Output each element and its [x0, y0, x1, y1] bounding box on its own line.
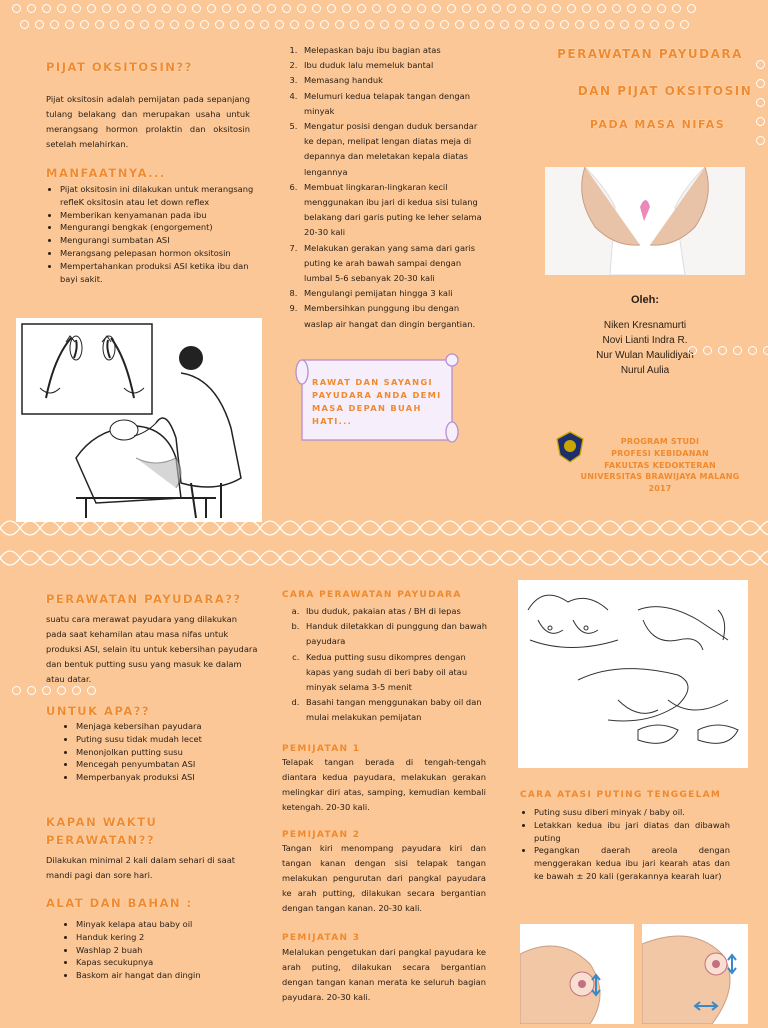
pemijatan-3-description: Melalukan pengetukan dari pangkal payudara ke arah puting, dilakukan secara bergantian dengan tangan kanan merata ke seluruh bagian payudara. 20-30 kali.	[282, 947, 486, 1002]
atasi-list	[520, 806, 730, 883]
list-item: • Menjaga kebersihan payudara	[76, 720, 252, 733]
institution-line: FAKULTAS KEDOKTERAN	[604, 460, 716, 470]
right-ornament-row	[688, 346, 768, 355]
list-item: • Washlap 2 buah	[76, 944, 252, 957]
list-item: • Letakkan kedua ibu jari diatas dan dibawah puting	[534, 819, 730, 845]
top-ornament-row	[12, 4, 696, 13]
author: Niken Kresnamurti	[603, 320, 687, 331]
manfaat-title: MANFAATNYA...	[46, 166, 166, 180]
alat-title: ALAT DAN BAHAN :	[46, 896, 193, 910]
page-fold-ornament	[0, 510, 768, 580]
list-item: 6. Membuat lingkaran-lingkaran kecil menggunakan ibu jari di kedua sisi tulang belakang dari garis puting ke leher selama 20-30 kali	[300, 180, 488, 241]
list-item: d. Basahi tangan menggunakan baby oil dan mulai melakukan pemijatan	[302, 695, 488, 725]
list-item: 7. Melakukan gerakan yang sama dari garis puting ke arah bawah sampai dengan lumbal 5-6 sebanyak 20-30 kali	[300, 241, 488, 287]
pijat-steps-list	[278, 43, 488, 332]
list-item: • Kapas secukupnya	[76, 956, 252, 969]
untuk-title: UNTUK APA??	[46, 704, 151, 718]
cover-photo	[545, 167, 745, 275]
list-item: 9. Membersihkan punggung ibu dengan waslap air hangat dan dingin bergantian.	[300, 301, 488, 331]
pemijatan-2-description: Tangan kiri menompang payudara kiri dan tangan kanan dengan sisi telapak tangan melakukan pengurutan dari pangkal payudara ke arah putting, dilakukan secara bergantian dengan tangan kanan. 20-30 kali.	[282, 843, 486, 913]
kapan-title-line2: PERAWATAN??	[46, 833, 156, 847]
list-item: • Mengurangi sumbatan ASI	[60, 234, 258, 247]
list-item: • Menonjolkan putting susu	[76, 746, 252, 759]
untuk-list	[62, 720, 252, 784]
cover-title-line2: DAN PIJAT OKSITOSIN	[577, 84, 753, 98]
institution-line: 2017	[648, 484, 672, 494]
pijat-oksitosin-illustration	[16, 318, 262, 522]
list-item: 8. Mengulangi pemijatan hingga 3 kali	[300, 286, 488, 301]
list-item: • Memperbanyak produksi ASI	[76, 771, 252, 784]
cara-list	[282, 604, 488, 726]
alat-list	[62, 918, 252, 982]
list-item: 5. Mengatur posisi dengan duduk bersandar ke depan, melipat lengan diatas meja di depannya dan meletakan kepala diatas lengannya	[300, 119, 488, 180]
pemijatan-1-title: PEMIJATAN 1	[282, 744, 361, 754]
author: Nurul Aulia	[620, 365, 670, 376]
list-item: • Handuk kering 2	[76, 931, 252, 944]
cara-title: CARA PERAWATAN PAYUDARA	[282, 590, 462, 600]
pijat-description: Pijat oksitosin adalah pemijatan pada sepanjang tulang belakang dan merupakan usaha untuk merangsang hormon prolaktin dan oksitosin setelah melahirkan.	[46, 94, 250, 149]
nipple-exercise-photo-2	[642, 924, 748, 1024]
institution-line: PROFESI KEBIDANAN	[611, 448, 709, 458]
perawatan-description: suatu cara merawat payudara yang dilakukan pada saat kehamilan atau masa nifas untuk produksi ASI, selain itu untuk kebersihan payudara dan bentuk putting susu yang masuk ke dalam atau datar.	[46, 614, 258, 684]
top-ornament-row-2	[20, 20, 689, 29]
atasi-title: CARA ATASI PUTING TENGGELAM	[520, 790, 722, 800]
pemijatan-2-title: PEMIJATAN 2	[282, 830, 361, 840]
list-item: • Baskom air hangat dan dingin	[76, 969, 252, 982]
breast-massage-illustration	[518, 580, 748, 768]
list-item: • Mencegah penyumbatan ASI	[76, 758, 252, 771]
pijat-title: PIJAT OKSITOSIN??	[46, 60, 193, 74]
list-item: • Memberikan kenyamanan pada ibu	[60, 209, 258, 222]
list-item: • Minyak kelapa atau baby oil	[76, 918, 252, 931]
list-item: • Mengurangi bengkak (engorgement)	[60, 221, 258, 234]
pemijatan-3-title: PEMIJATAN 3	[282, 933, 361, 943]
massage-back-icon	[16, 318, 262, 522]
kapan-title-line1: KAPAN WAKTU	[46, 815, 158, 829]
oleh-label: Oleh:	[630, 294, 660, 306]
scallop-border-icon	[0, 510, 768, 580]
right-ornament-column	[756, 60, 765, 145]
cover-title-line3: PADA MASA NIFAS	[589, 118, 726, 131]
manfaat-list	[46, 183, 258, 285]
breast-awareness-photo-icon	[545, 167, 745, 275]
list-item: • Puting susu diberi minyak / baby oil.	[534, 806, 730, 819]
list-item: a. Ibu duduk, pakaian atas / BH di lepas	[302, 604, 488, 619]
areola-massage-up-down-icon	[520, 924, 634, 1024]
cover-title-line1: PERAWATAN PAYUDARA	[557, 47, 743, 61]
kapan-description: Dilakukan minimal 2 kali dalam sehari di saat mandi pagi dan sore hari.	[46, 855, 236, 880]
institution-line: UNIVERSITAS BRAWIJAYA MALANG	[580, 472, 740, 482]
author: Novi Lianti Indra R.	[602, 335, 688, 346]
list-item: c. Kedua putting susu dikompres dengan kapas yang sudah di beri baby oil atau minyak selama 3-5 menit	[302, 650, 488, 696]
areola-massage-outward-icon	[642, 924, 748, 1024]
scroll-banner	[292, 352, 464, 444]
list-item: b. Handuk diletakkan di punggung dan bawah payudara	[302, 619, 488, 649]
institution-block	[560, 436, 760, 495]
scroll-text: RAWAT DAN SAYANGI PAYUDARA ANDA DEMI MASA DEPAN BUAH HATI...	[312, 377, 442, 426]
list-item: • Puting susu tidak mudah lecet	[76, 733, 252, 746]
list-item: 1. Melepaskan baju ibu bagian atas	[300, 43, 488, 58]
list-item: 4. Melumuri kedua telapak tangan dengan minyak	[300, 89, 488, 119]
pemijatan-1-description: Telapak tangan berada di tengah-tengah diantara kedua payudara, melakukan gerakan melingkar diri atas, samping, kemudian kembali ketengah. 20-30 kali.	[282, 757, 486, 812]
list-item: 2. Ibu duduk lalu memeluk bantal	[300, 58, 488, 73]
breast-massage-sketch-icon	[518, 580, 748, 768]
list-item: • Merangsang pelepasan hormon oksitosin	[60, 247, 258, 260]
perawatan-title: PERAWATAN PAYUDARA??	[46, 592, 242, 606]
list-item: • Pegangkan daerah areola dengan menggerakan kedua ibu jari kearah atas dan ke bawah ± 20 kali (gerakannya kearah luar)	[534, 844, 730, 882]
left-ornament-row	[12, 686, 96, 695]
author: Nur Wulan Maulidiyah	[596, 350, 694, 361]
list-item: • Mempertahankan produksi ASI ketika ibu dan bayi sakit.	[60, 260, 258, 286]
nipple-exercise-photo-1	[520, 924, 634, 1024]
list-item: 3. Memasang handuk	[300, 73, 488, 88]
list-item: • Pijat oksitosin ini dilakukan untuk merangsang refleK oksitosin atau let down reflex	[60, 183, 258, 209]
institution-line: PROGRAM STUDI	[620, 437, 700, 446]
